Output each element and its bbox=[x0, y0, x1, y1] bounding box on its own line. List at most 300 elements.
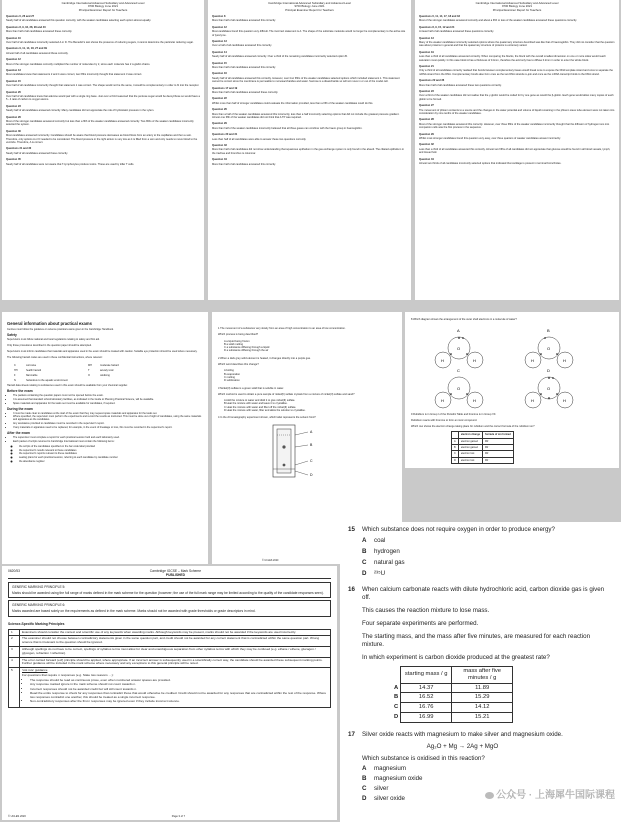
question-heading: Question 13 bbox=[212, 39, 227, 43]
diagram-c bbox=[435, 368, 483, 408]
question-heading: Question 12 bbox=[6, 58, 21, 62]
question-heading: Question 14 bbox=[212, 50, 227, 54]
question-comment: More than half of all candidates answered these correctly. bbox=[6, 30, 73, 34]
meaning: hazardous to the aquatic environment bbox=[26, 378, 68, 382]
cell: electron gained bbox=[458, 445, 482, 451]
question-comment: Nearly half of all candidates answered this correctly. However, over four fifths of the weaker candidates selected options which included statement 1. This statement cannot be correct since the membrane is permeable to monosaccharides and water. Sucrose is a disaccharide so will not move in or out of the model cell. bbox=[212, 76, 400, 84]
cell: 11.89 bbox=[452, 683, 513, 693]
question-comment: More than half of all candidates answered this correctly. bbox=[212, 162, 276, 166]
question-comment: At least half of all candidates answered these questions correctly. bbox=[419, 30, 494, 34]
question-comment: Over half of all candidates knew that adenine would pair with a single ring base. Just over a third reasoned that the pentose sugar would be deoxyribose so would have a 5 - 4 ratio of carbon to oxygen atoms. bbox=[6, 94, 200, 102]
option bbox=[362, 765, 563, 773]
report-header bbox=[419, 2, 615, 12]
paragraph: Centres must follow the guidance on science practical exams given in the Cambridge Handbook. bbox=[7, 328, 114, 331]
question-comment: Less than half of all candidates were able to answer these two questions correctly. bbox=[212, 137, 307, 141]
option bbox=[362, 559, 613, 567]
table-row bbox=[392, 683, 513, 693]
atom: H bbox=[473, 398, 476, 404]
question-prompt: Which word describes this change? bbox=[218, 363, 259, 367]
question-comment: Most of the stronger candidates answered correctly and about a fifth or less of the weaker candidates answered these questions correctly. bbox=[419, 19, 577, 23]
options bbox=[218, 399, 396, 412]
option: B a solid melting bbox=[224, 342, 244, 346]
list-item: ◦ seating plans for each practical session, referring to each candidate by candidate number bbox=[19, 456, 203, 459]
option-text: coal bbox=[374, 537, 386, 544]
options bbox=[218, 369, 396, 382]
row-label: A bbox=[452, 438, 459, 444]
option: C Heat the mixture with water and filter off the nickel(II) sulfate. bbox=[224, 405, 297, 409]
list-item: • The supervisor must complete a report for each practical session held and each laboratory used. bbox=[13, 436, 203, 439]
question-comment: More than half of all candidates did not show understanding that squamous epithelium in the gas exchange system is only found in the alveoli. The ciliated epithelium in the trachea and bronchus is columnar. bbox=[212, 148, 405, 155]
row-label: D bbox=[452, 457, 459, 463]
table-row: 4 The error carried forward (ecf) principle should be applied, where appropriate. If an incorrect answer is subsequently used in a scientifically correct way, the candidate should be awarded these subsequent marking points. Further guidance will be included in the mark scheme where necessary and any exceptions to this general principle will be noted. bbox=[9, 657, 331, 668]
question-heading: Question 22 bbox=[212, 97, 227, 101]
option-letter: D bbox=[362, 794, 367, 802]
question-1: 1 The movement of a substance very slowly from an area of high concentration to an area of low concentration. bbox=[218, 327, 346, 330]
question-heading: Question 29 bbox=[212, 122, 227, 126]
list-item: • Incorrect responses should not be awarded credit but will still count towards n. bbox=[30, 688, 328, 692]
question-heading: Question 15 bbox=[212, 61, 227, 65]
ms-footer bbox=[8, 815, 331, 819]
header-line: Cambridge International Advanced Subsidiary and Advanced Level bbox=[475, 1, 559, 5]
question-comment: More than half of all candidates answered these two questions correctly. bbox=[419, 83, 502, 87]
report-header bbox=[212, 2, 407, 12]
row-label: A bbox=[394, 684, 399, 691]
code: C bbox=[14, 363, 16, 367]
question-comment: Most candidates found this question very difficult. The incorrect statement is A. The shape of the substrate molecule would no longer be complementary to the active site of lysozyme. bbox=[212, 30, 406, 37]
question-heading: Question 33 bbox=[212, 144, 227, 148]
question-comment: Most of the stronger candidates correctly multiplied the number of molecules by 2, since each molecule has 2 α-glabin chains. bbox=[6, 62, 151, 66]
gmp5-title: GENERIC MARKING PRINCIPLE 5: bbox=[12, 585, 66, 590]
question-comment: Whilst most stronger candidates found this question very easy, over three quarters of weaker candidates answer incorrectly. bbox=[419, 137, 561, 141]
bullet-list bbox=[7, 436, 203, 443]
question-heading: Questions 31 and 32 bbox=[6, 147, 32, 151]
atom: H bbox=[531, 358, 534, 364]
question-heading: Questions 22 and 36 bbox=[419, 79, 445, 83]
question-heading: Question 35 bbox=[6, 158, 21, 162]
option: B evaporation bbox=[224, 372, 241, 376]
code: N bbox=[14, 378, 16, 382]
column-header bbox=[392, 667, 401, 684]
paragraph: Rubidium reacts with bromine to form an ionic compound. bbox=[411, 418, 478, 422]
principle-text: The error carried forward (ecf) principle should be applied, where appropriate. If an incorrect answer is subsequently used in a scientifically correct way, the candidate should be awarded these subsequent marking points. Further guidance will be included in the mark scheme where necessary and any exceptions to this general principle will be noted. bbox=[20, 657, 331, 668]
chemical-equation: Ag₂O + Mg → 2Ag + MgO bbox=[426, 742, 499, 750]
bullet-list bbox=[7, 394, 203, 404]
exam-questions-page bbox=[340, 522, 621, 822]
option bbox=[362, 537, 613, 545]
option-letter: C bbox=[362, 559, 367, 566]
question-heading: Questions 17 and 19 bbox=[212, 86, 238, 90]
question-comment: Over half of all candidates incorrectly selected A or D. The Benedict's test shows the presence of reducing sugars, it cannot determine the particular reducing sugar. bbox=[6, 40, 194, 44]
question-comment: Less than a third of all candidates answered correctly. When comparing the blocks, the block with the overall smallest dimension on one or more sides would reach saturation most quickly. In this case block A has a thickness of 0.4mm, therefore the acid only has to diffuse 0.2mm in order to enter the whole block. bbox=[419, 55, 606, 62]
question-heading: Questions 8, 9, 15, 12 and 24 bbox=[419, 25, 455, 29]
header-line: Principal Examiner Report for Teachers bbox=[78, 7, 128, 12]
question-comment: Over a half of all candidates answered this correctly. bbox=[212, 44, 272, 48]
question-3: 3 Nickel(II) sulfate is a green solid that is soluble in water. bbox=[218, 386, 284, 390]
mark-scheme-page bbox=[2, 566, 337, 820]
option-text: ²³⁵U bbox=[374, 570, 386, 577]
option-text: magnesium bbox=[374, 764, 406, 772]
list-item: ◦ the supervisor's reports relevant to these candidates bbox=[19, 452, 203, 455]
ms-title-text: Cambridge IGCSE – Mark Scheme bbox=[149, 569, 202, 573]
question-comment: More than a half of the weaker candidates answered this incorrectly, less than a half incorrectly selecting options that did not include the greatest pressure gradient. Almost one fifth of the weaker candidates did not think that A TP was required. bbox=[212, 112, 400, 120]
question-comment: Nearly half of all candidates answered these correctly. bbox=[6, 151, 68, 155]
option-text: silver oxide bbox=[374, 794, 405, 802]
question-number: 16 bbox=[348, 586, 355, 593]
principle-text: Although spellings do not have to be correct, spellings of syllabus terms must allow for clear and unambiguous separation from other syllabus terms with which they may be confused (e.g. ethane / ethene, glucagon / glycogen, refraction / reflection). bbox=[20, 647, 331, 658]
question-comment: The movement of phloem contents to a source and the changes in the water potential and volume of liquid remaining in the phloem sieve tube element were not taken into consideration by nine tenths of the weaker candidates. bbox=[419, 108, 615, 116]
chromatography-diagram bbox=[248, 423, 328, 483]
cell: 16.76 bbox=[401, 703, 452, 713]
question-heading: Question 32 bbox=[419, 143, 434, 147]
watermark-text: 公众号 · 上海犀牛国际课程 bbox=[496, 790, 615, 801]
header-line: Cambridge International Advanced Subsidiary and Advanced Level bbox=[268, 1, 351, 5]
cell: 16.99 bbox=[401, 712, 452, 722]
atom: H bbox=[473, 358, 476, 364]
table-header-row bbox=[392, 667, 513, 684]
diagram-label: D bbox=[547, 368, 550, 374]
atom: O bbox=[457, 346, 461, 352]
meaning: flammable bbox=[26, 373, 38, 377]
option bbox=[362, 570, 613, 578]
list-item: • Read the entire response to check for any responses that contradict those that would otherwise be credited. Credit should not be awarded for any responses that are contradicted within the rest of the response. Where two responses contradict one another, this should be treated as a single incorrect response. bbox=[30, 692, 328, 700]
list-item: • If any materials or apparatus need to be replaced, for example, in the event of breakage or loss, this must be recorded in the supervisor's report. bbox=[13, 426, 203, 429]
question-heading: Questions 30 and 31 bbox=[212, 133, 238, 137]
page-number: Page 3 of 7 bbox=[171, 814, 186, 818]
list-rule-title: 'List rule' guidance bbox=[22, 668, 48, 673]
option: A boiling bbox=[224, 369, 234, 373]
watermark bbox=[485, 792, 615, 800]
options bbox=[218, 340, 396, 353]
question-comment: Whilst more than half of stronger candidates could evaluate the information provided, less than a fifth of the weaker candidates could do this. bbox=[212, 101, 374, 105]
section-heading: Safety bbox=[7, 333, 17, 338]
diagram-b bbox=[525, 328, 573, 368]
question-prompt: Which method is used to obtain a pure sample of nickel(II) sulfate crystals from a mixture of nickel(II) sulfate and sand? bbox=[218, 392, 355, 396]
table-row bbox=[452, 457, 514, 463]
option: C melting bbox=[224, 375, 235, 379]
question-comment: Nearly half of all candidates were not aware that T-lymphocytes produce toxins. These are used by killer T cells. bbox=[6, 162, 135, 166]
list-item: ◦ the attendance register bbox=[19, 460, 203, 463]
question-comment: Over a third of the weaker candidates did not realise that the γ-globin would be coded for by one gene as would the β-globin. Each gene would allow many copies of each globin to be formed. bbox=[419, 94, 614, 101]
practical-instructions-page bbox=[2, 312, 208, 564]
diagram-a bbox=[435, 328, 483, 368]
meaning: health hazard bbox=[26, 368, 42, 372]
report-page-3 bbox=[415, 0, 619, 300]
question-comment: Nearly half of all candidates answered this question correctly, with the weaker candidates selecting each option almost equally. bbox=[6, 19, 152, 23]
label-d: D bbox=[310, 472, 313, 477]
row-label: C bbox=[452, 451, 459, 457]
option: A Add the mixture to water and distil it to give nickel(II) sulfate. bbox=[224, 399, 296, 403]
gmp5-box bbox=[8, 582, 331, 598]
list-item: • It is assumed that standard school laboratory facilities, as indicated in the Guide to Planning Practical Science, will be available. bbox=[13, 398, 203, 401]
atom: H bbox=[531, 398, 534, 404]
principle-text: Examiners should consider the context and scientific use of any keywords when awarding marks. Although keywords may be present, marks should not be awarded if the keywords are used incorrectly. bbox=[20, 629, 331, 636]
question-heading: Question 27 bbox=[419, 104, 434, 108]
question-8: 8 Which diagram shows the arrangement of the outer shell electrons in a molecule of water? bbox=[411, 318, 517, 321]
question-heading: Question 10 bbox=[6, 36, 21, 40]
question-heading: Questions 9, 11, 14, 18, 27 and 39 bbox=[6, 47, 47, 51]
table-row: 2 The examiner should not choose between contradictory statements given in the same question part, and credit should not be awarded for any correct statement that is contradicted within the same question part. Wrong science that is irrelevant to the question should be ignored. bbox=[9, 636, 331, 647]
atom: H bbox=[563, 398, 566, 404]
paragraph: This causes the reaction mixture to lose mass. bbox=[362, 607, 490, 614]
diagram-d bbox=[525, 368, 573, 408]
report-column-2 bbox=[212, 15, 407, 166]
option: A a liquid being frozen bbox=[224, 339, 250, 343]
section-heading: Before the exam bbox=[7, 389, 33, 394]
question-prompt: Which process is being described? bbox=[218, 333, 259, 337]
cell: electron lost bbox=[458, 451, 482, 457]
question-heading: Question 23 bbox=[419, 89, 434, 93]
cell: electron lost bbox=[458, 457, 482, 463]
bullet-list bbox=[7, 412, 203, 429]
question-heading: Questions 8, 9, 34, 28, 29 and 40 bbox=[6, 25, 46, 29]
question-prompt: Which substance is oxidised in this reaction? bbox=[362, 754, 485, 762]
atom: O bbox=[457, 386, 461, 392]
cell: Rb⁻ bbox=[483, 457, 514, 463]
list-item: • The packets containing the question papers must not be opened before the exam. bbox=[13, 394, 203, 397]
question-heading: Question 26 bbox=[212, 108, 227, 112]
report-page-1 bbox=[2, 0, 204, 300]
option-letter: A bbox=[362, 764, 367, 772]
section-heading: After the exam bbox=[7, 430, 30, 435]
gmp6-text: Marks awarded are based solely on the requirements as defined in the mark scheme. Marks should not be awarded with grade thresholds or grade descriptors in mind. bbox=[12, 609, 256, 614]
paragraph: The following hazard codes are used in these confidential instructions, where relevant: bbox=[7, 356, 103, 360]
atom: H bbox=[563, 358, 566, 364]
option-text: hydrogen bbox=[374, 548, 400, 555]
row-label: D bbox=[394, 713, 399, 720]
question-number: 15 bbox=[348, 526, 355, 533]
header-line: Principal Examiner Report for Teachers bbox=[492, 7, 542, 12]
list-item: ◦ the supervisor's results relevant to these candidates bbox=[19, 449, 203, 452]
option: D a substance diffusing through the air bbox=[224, 349, 269, 353]
option: D Heat the mixture with water, filter and allow the solution to crystallise. bbox=[224, 409, 306, 413]
question-comment: Almost two thirds of all candidates incorrectly selected options that indicated that cartilage is present in terminal bronchioles. bbox=[419, 162, 562, 166]
hazard-codes-table bbox=[13, 363, 120, 383]
cell: Rb⁺ bbox=[483, 438, 514, 444]
question-comment: Nearly half of all candidates answered correctly. Many candidates did not appreciate the role of hydrostatic pressure in the xylem. bbox=[6, 109, 155, 113]
paragraph: Four separate experiments are performed. bbox=[362, 620, 479, 627]
question-number: 17 bbox=[348, 730, 355, 738]
code: HH bbox=[14, 368, 18, 372]
question-heading: Questions 6, 26 and 27 bbox=[6, 14, 35, 18]
row-label: B bbox=[452, 445, 459, 451]
row-label: C bbox=[394, 704, 399, 711]
question-comment: More than half of all candidates answered this correctly. bbox=[212, 19, 276, 23]
paragraph: When calcium carbonate reacts with dilute hydrochloric acid, carbon dioxide gas is given off. bbox=[362, 586, 605, 601]
list-item: • It must be made clear to candidates at the start of the exam that they may request spare materials and apparatus for the tasks set. bbox=[13, 412, 203, 415]
cell: 15.29 bbox=[452, 693, 513, 703]
table-row: 5 'List rule' guidance For questions that require n responses (e.g. State two reasons …): • The response should be read as continuous prose, even when numbered answer spaces are provided. • Any response marked ignore in the mark scheme should not count towards n. • Incorrect responses should not be awarded credit but will still count towards n. • Read the entire response to check for any responses that contradict those that would otherwise be credited. Credit should not be awarded for any responses that are contradicted within the rest of the response. Where two responses contradict one another, this should be treated as a single incorrect response. • Non-contradictory responses after the first n responses may be ignored even if they include incorrect science. bbox=[9, 668, 331, 708]
water-electron-diagrams bbox=[411, 324, 611, 410]
q15-options bbox=[348, 537, 613, 578]
question-heading: Question 34 bbox=[419, 157, 434, 161]
cell: Rb⁻ bbox=[483, 445, 514, 451]
question-heading: Question 13 bbox=[6, 68, 21, 72]
question-15 bbox=[348, 526, 613, 534]
label-b: B bbox=[310, 442, 313, 447]
gmp6-title: GENERIC MARKING PRINCIPLE 6: bbox=[12, 603, 66, 608]
list-rule-intro: For questions that require n responses (e.g. State two reasons …): bbox=[22, 673, 114, 678]
cell: 14.37 bbox=[401, 683, 452, 693]
report-page-2 bbox=[208, 0, 411, 300]
meaning: corrosive bbox=[26, 363, 37, 367]
code: F bbox=[14, 373, 16, 377]
question-heading: Question 26 bbox=[6, 115, 21, 119]
option-letter: D bbox=[362, 570, 367, 577]
question-text: Which substance does not require oxygen in order to produce energy? bbox=[362, 526, 555, 533]
option: D sublimation bbox=[224, 379, 240, 383]
meaning: oxidising bbox=[100, 373, 110, 377]
question-heading: Question 12 bbox=[212, 25, 227, 29]
gmp5-text: Marks should be awarded using the full range of marks defined in the mark scheme for the question (however; the use of the full mark range may be limited according to the quality of the candidate responses seen). bbox=[12, 591, 324, 596]
question-heading: Question 15 bbox=[6, 79, 21, 83]
question-comment: Less than a third of all candidates answered this correctly. Almost two fifths of all candidates did not appreciate that glucose would be found in all blood vessels, lymph, and tissue fluid. bbox=[419, 147, 611, 155]
question-heading: Question 34 bbox=[212, 158, 227, 162]
list-item: • Each packet of scripts returned to Cambridge International must contain the following items: bbox=[13, 440, 203, 443]
column-header: mass after five minutes / g bbox=[452, 667, 513, 684]
q16-body bbox=[362, 586, 613, 723]
ssmp-title: Science-Specific Marking Principles bbox=[8, 621, 65, 626]
label-c: C bbox=[310, 458, 313, 463]
question-heading: Question 20 bbox=[6, 90, 21, 94]
paragraph: Supervisors must follow national and local regulations relating to safety and first aid. bbox=[7, 338, 100, 342]
question-heading: Question 28 bbox=[419, 118, 434, 122]
header-line: 9700 Biology June 2021 bbox=[294, 4, 325, 9]
atom: H bbox=[441, 358, 444, 364]
ms-title bbox=[150, 569, 201, 577]
page-title: General information about practical exams bbox=[7, 321, 92, 326]
published-label: PUBLISHED bbox=[165, 573, 185, 578]
question-comment: Most of the stronger candidates answered this correctly. However, over three fifths of the weaker candidates incorrectly thought that the diffusion of hydrogen ions into companion cells was the first process in the sequence. bbox=[419, 122, 610, 130]
column-header: electron change bbox=[458, 432, 482, 438]
paragraph: Hazard data sheets relating to substances used in this exam should be available from your chemical supplier. bbox=[7, 383, 128, 387]
code: MH bbox=[88, 363, 92, 367]
question-heading: Question 23 bbox=[6, 104, 21, 108]
atom: O bbox=[547, 346, 551, 352]
diagram-label: B bbox=[547, 328, 550, 334]
question-comment: Almost half of all candidates answered these correctly. bbox=[6, 51, 69, 55]
electron-diagram-page bbox=[405, 312, 619, 468]
page-footer: © UCLES 2020 bbox=[262, 558, 279, 562]
option-letter: A bbox=[362, 537, 367, 544]
question-comment: More than half of all candidates answered this correctly. bbox=[212, 65, 276, 69]
list-rule-bullets bbox=[22, 679, 328, 704]
mass-table bbox=[392, 666, 513, 723]
list-item: ◦ the scripts of the candidates specified on the bar code label provided bbox=[19, 445, 203, 448]
paper-code: 0620/53 bbox=[8, 569, 20, 573]
option bbox=[362, 548, 613, 556]
question-heading: Question 29 bbox=[419, 132, 434, 136]
question-prompt: Which row shows the electron change taking place for rubidium and the correct formula of the rubidium ion? bbox=[411, 425, 535, 429]
table-row bbox=[392, 703, 513, 713]
table-row: 3 Although spellings do not have to be correct, spellings of syllabus terms must allow for clear and unambiguous separation from other syllabus terms with which they may be confused (e.g. ethane / ethene, glucagon / glycogen, refraction / reflection). bbox=[9, 647, 331, 658]
list-item: • Where specified, the supervisor must perform the experiments and record the results as instructed. This must be done out of sight of candidates, using the same materials and apparatus as the candidates. bbox=[13, 415, 203, 421]
list-item: • Non-contradictory responses after the first n responses may be ignored even if they include incorrect science. bbox=[30, 700, 328, 704]
atom: O bbox=[547, 386, 551, 392]
option: B Heat the mixture with water and leave it to crystallise. bbox=[224, 402, 288, 406]
option bbox=[362, 775, 563, 783]
paragraph: The starting mass, and the mass after five minutes, are measured for each reaction mixture. bbox=[362, 633, 591, 648]
meaning: acutely toxic bbox=[100, 368, 114, 372]
option-text: silver bbox=[374, 784, 389, 792]
table-row bbox=[13, 378, 120, 383]
question-4: 4 In the chromatography experiment shown, which label represents the solvent front? bbox=[218, 416, 316, 420]
section-heading: During the exam bbox=[7, 406, 33, 411]
diagram-label: A bbox=[457, 328, 460, 334]
list-item: • Any response marked ignore in the mark scheme should not count towards n. bbox=[30, 683, 328, 687]
cell: electron gained bbox=[458, 438, 482, 444]
cell: 15.21 bbox=[452, 712, 513, 722]
ms-header bbox=[8, 569, 331, 579]
rubidium-table bbox=[451, 431, 514, 463]
question-comment: Nearly half of all candidates answered correctly. Over a third of the remaining candidates incorrectly selected option B. bbox=[212, 55, 348, 59]
question-heading: Question 16 bbox=[212, 72, 227, 76]
question-2: 2 When a dark grey solid element is heated, it changes directly into a purple gas. bbox=[218, 356, 311, 360]
report-column-3 bbox=[419, 15, 615, 166]
atom: H bbox=[441, 398, 444, 404]
list-item: • Spare materials and apparatus for the tasks set must be available for candidates, if required. bbox=[13, 402, 203, 405]
question-heading: Question 8 bbox=[212, 14, 226, 18]
question-comment: Most candidates knew that statements 2 and 4 were correct, two fifths incorrectly thought that statement 3 was correct. bbox=[6, 73, 143, 77]
report-column-1 bbox=[6, 15, 200, 166]
wechat-icon bbox=[485, 792, 494, 799]
question-9: 9 Rubidium is in Group I of the Periodic Table and bromine is in Group VII. bbox=[411, 412, 497, 416]
sub-bullet-list bbox=[7, 445, 203, 463]
report-header bbox=[6, 2, 200, 12]
option-letter: C bbox=[362, 784, 367, 792]
question-heading: Question 21 bbox=[419, 64, 434, 68]
cell: Rb⁺ bbox=[483, 451, 514, 457]
question-comment: Most of the stronger candidates answered correctly but less than a fifth of the weaker candidates answered correctly. Two fifths of the weaker candidates incorrectly selected the system. bbox=[6, 120, 194, 127]
question-heading: Question 30 bbox=[6, 129, 21, 133]
cell: 14.12 bbox=[452, 703, 513, 713]
paragraph: Supervisors must inform candidates that materials and apparatus used in the exam should be treated with caution. Suitable eye protection should be used where necessary. bbox=[7, 350, 198, 354]
header-line: 9700 Biology June 2021 bbox=[501, 4, 532, 9]
question-comment: More than half of the weaker candidates incorrectly believed that all three gases can combine with the haem group in haemoglobin. bbox=[212, 126, 363, 130]
code: O bbox=[88, 373, 90, 377]
table-row: 1 Examiners should consider the context and scientific use of any keywords when awarding marks. Although keywords may be present, marks should not be awarded if the keywords are used incorrectly. bbox=[9, 629, 331, 636]
footer-copyright: © UCLES 2020 bbox=[8, 814, 26, 818]
list-item: • The response should be read as continuous prose, even when numbered answer spaces are provided. bbox=[30, 679, 328, 683]
ssmp-table bbox=[8, 629, 331, 708]
option-letter: B bbox=[362, 548, 367, 555]
option-text: natural gas bbox=[374, 559, 405, 566]
option-letter: B bbox=[362, 774, 367, 782]
row-label: B bbox=[394, 694, 399, 701]
meaning: moderate hazard bbox=[100, 363, 119, 367]
question-16 bbox=[348, 586, 613, 723]
question-comment: Most candidates answered incorrectly. Candidates should be aware that blood pressure decreases as blood flows from an artery to the capillaries and then a vein. Therefore, only options A or D needed to be considered. The blood pressure in the right atrium is very low as it is filled from a vein and only needs to move blood to the ventricle. Therefore, A is correct. bbox=[6, 134, 198, 145]
question-heading: Question 13 bbox=[419, 36, 434, 40]
paragraph: Only those procedures described in the question paper should be attempted. bbox=[7, 344, 92, 348]
column-header: formula of ion formed bbox=[483, 432, 514, 438]
question-prompt: In which experiment is carbon dioxide produced at the greatest rate? bbox=[362, 654, 550, 661]
cell: 16.52 bbox=[401, 693, 452, 703]
question-heading: Questions 6, 11, 14, 17, 18 and 33 bbox=[419, 14, 460, 18]
diagram-label: C bbox=[457, 368, 460, 374]
header-line: Cambridge International Advanced Subsidiary and Advanced Level bbox=[61, 1, 145, 5]
column-header: starting mass / g bbox=[401, 667, 452, 684]
question-comment: Many of the weaker candidates incorrectly selected options where the quaternary structure described was like that of haemoglobin. They did not consider that the question was about proteins in general and that the quaternary structure of proteins is extremely varied. bbox=[419, 40, 615, 48]
option-text: magnesium oxide bbox=[374, 774, 423, 782]
table-row bbox=[392, 693, 513, 703]
question-comment: More than half of all candidates answered these correctly. bbox=[212, 90, 279, 94]
code: T bbox=[88, 368, 90, 372]
question-heading: Question 19 bbox=[419, 50, 434, 54]
label-a: A bbox=[310, 429, 313, 434]
gmp6-box bbox=[8, 600, 331, 616]
principle-text: The examiner should not choose between contradictory statements given in the same question part, and credit should not be awarded for any correct statement that is contradicted within the same question part. Wrong science that is irrelevant to the question should be ignored. bbox=[20, 636, 331, 647]
header-line: Principal Examiner Report for Teachers bbox=[285, 7, 334, 12]
